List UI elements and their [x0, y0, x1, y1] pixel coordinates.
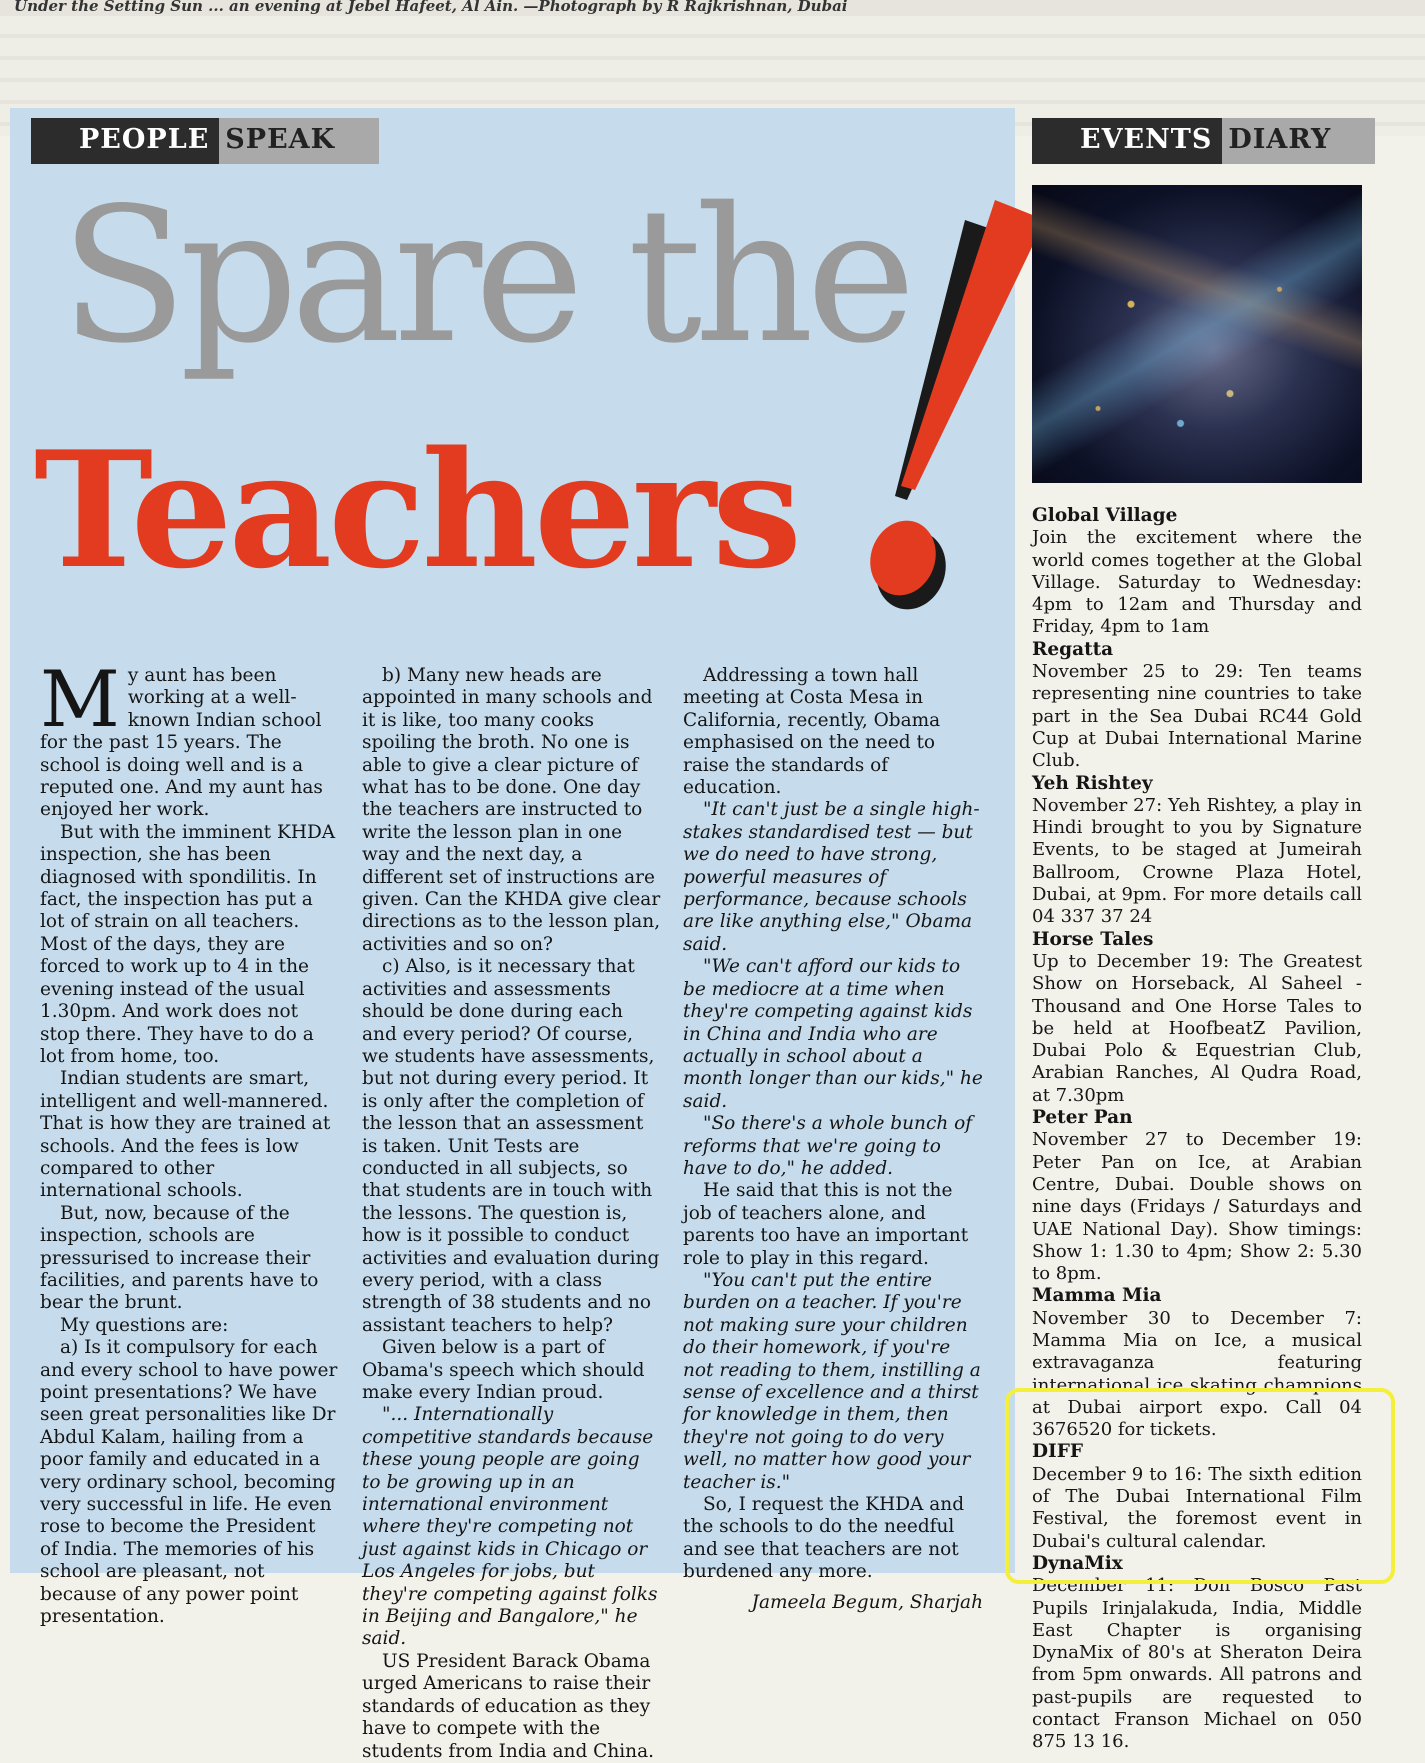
letter-column-1	[40, 655, 338, 1628]
letter-signature: Jameela Begum, Sharjah	[751, 1591, 983, 1613]
event-text: December 9 to 16: The sixth edition of The Dubai International Film Festival, the foremost event in Dubai's cultural calendar.	[1032, 1463, 1362, 1552]
event-title: Mamma Mia	[1032, 1285, 1162, 1307]
event-title: Global Village	[1032, 505, 1178, 526]
photo-lights	[1032, 185, 1362, 483]
letter-paragraph: He said that this is not the job of teachers alone, and parents too have an important role to play in this regard.	[683, 1180, 969, 1269]
letter-column-3	[683, 665, 983, 1614]
headline-line2: Teachers	[34, 416, 799, 604]
letter-paragraph: c) Also, is it necessary that activities and assessments should be done during each and every period? Of course, we students have assessments, but not during every period. It is only after the completion of the lesson that an assessment is taken. Unit Tests are conducted in all subjects, so that students are in touch with the lessons. The question is, how is it possible to conduct activities and evaluation during every period, with a class strength of 38 students and no assistant teachers to help?	[362, 956, 660, 1336]
letter-paragraph: Indian students are smart, intelligent and well-mannered. That is how they are trained at schools. And the fees is low compared to other international schools.	[40, 1068, 331, 1202]
headline-line1: Spare the	[60, 167, 909, 384]
event-title: Horse Tales	[1032, 928, 1154, 950]
letter-column-2	[362, 665, 662, 1763]
letter-quote: "It can't just be a single high-stakes standardised test — but we do need to have strong, powerful measures of performance, because schools are like anything else," Obama said.	[683, 799, 980, 955]
letter-paragraph: But with the imminent KHDA inspection, she has been diagnosed with spondilitis. In fact, the inspection has put a lot of strain on all teachers. Most of the days, they are forced to work up to 4 in the evening instead of the usual 1.30pm. And work does not stop there. They have to do a lot from home, too.	[40, 821, 336, 1067]
global-village-night-photo	[1032, 185, 1362, 483]
letter-paragraph: a) Is it compulsory for each and every school to have power point presentations? We have seen great personalities like Dr Abdul Kalam, hailing from a poor family and educated in a very ordinary school, becoming very successful in life. He even rose to become the President of India. The memories of his school are pleasant, not because of any power point presentation.	[40, 1337, 338, 1628]
letter-text: y aunt has been working at a well-known Indian school for the past 15 years. The school is doing well and is a reputed one. And my aunt has enjoyed her work.	[40, 665, 323, 821]
letter-quote: "We can't afford our kids to be mediocre at a time when they're competing against kids in China and India who are actually in school about a month longer than our kids," he said.	[683, 956, 983, 1112]
event-text: November 27 to December 19: Peter Pan on Ice, at Arabian Centre, Dubai. Double shows on nine days (Fridays / Saturdays and UAE National Day). Show timings: Show 1: 1.30 to 4pm; Show 2: 5.30 to 8pm.	[1032, 1129, 1362, 1285]
letter-paragraph: Addressing a town hall meeting at Costa Mesa in California, recently, Obama emphasised on the need to raise the standards of education.	[683, 665, 941, 799]
events-diary-label-grey: DIARY	[1222, 118, 1375, 164]
people-speak-label-grey: SPEAK	[219, 118, 379, 164]
exclamation-icon	[845, 200, 1045, 620]
events-diary-header	[1032, 118, 1362, 164]
letter-paragraph	[40, 655, 338, 822]
event-title: DynaMix	[1032, 1552, 1123, 1574]
letter-paragraph: But, now, because of the inspection, schools are pressurised to increase their facilities, and parents have to bear the brunt.	[40, 1202, 319, 1314]
event-text: November 25 to 29: Ten teams representing nine countries to take part in the Sea Dubai RC44 Gold Cup at Dubai International Marine Club.	[1032, 661, 1362, 772]
event-text: Up to December 19: The Greatest Show on Horseback, Al Saheel - Thousand and One Horse Tales to be held at HoofbeatZ Pavilion, Dubai Polo & Equestrian Club, Arabian Ranches, Al Qudra Road, at 7.30pm	[1032, 950, 1362, 1106]
letter-paragraph: So, I request the KHDA and the schools to do the needful and see that teachers are not burdened any more.	[683, 1494, 965, 1583]
letter-quote: "... Internationally competitive standards because these young people are going to be growing up in an international environment where they're competing not just against kids in Chicago or Los Angeles for jobs, but they're competing against folks in Beijing and Bangalore," he said.	[362, 1404, 658, 1650]
people-speak-header	[31, 118, 361, 164]
event-text: Join the excitement where the world comes together at the Global Village. Saturday to Wednesday: 4pm to 12am and Thursday and Friday, 4pm to 1am	[1032, 527, 1362, 638]
letter-paragraph: My questions are:	[60, 1314, 229, 1336]
event-text: November 30 to December 7: Mamma Mia on Ice, a musical extravaganza featuring international ice skating champions at Dubai airport expo. Call 04 3676520 for tickets.	[1032, 1307, 1362, 1441]
event-title: Yeh Rishtey	[1032, 772, 1153, 794]
letter-quote: "You can't put the entire burden on a teacher. If you're not making sure your children do their homework, if you're not reading to them, instilling a sense of excellence and a thirst for knowledge in them, then they're not going to do very well, no matter how good your teacher is."	[683, 1269, 981, 1493]
events-diary-label-dark: EVENTS	[1032, 118, 1222, 164]
top-caption-strip	[0, 0, 1425, 16]
event-title: DIFF	[1032, 1441, 1083, 1463]
letter-paragraph: Given below is a part of Obama's speech which should make every Indian proud.	[362, 1337, 645, 1403]
photo-caption: Under the Setting Sun ... an evening at Jebel Hafeet, Al Ain. —Photograph by R Rajkrishnan, Dubai	[14, 0, 848, 15]
drop-cap: M	[40, 655, 120, 745]
people-speak-label-dark: PEOPLE	[31, 118, 219, 164]
letter-quote: "So there's a whole bunch of reforms that we're going to have to do," he added.	[683, 1113, 973, 1179]
highlighter-box	[1005, 1388, 1395, 1584]
letter-paragraph: US President Barack Obama urged Americans to raise their standards of education as they have to compete with the students from India and China.	[362, 1650, 654, 1762]
letter-paragraph: b) Many new heads are appointed in many schools and it is like, too many cooks spoiling the broth. No one is able to give a clear picture of what has to be done. One day the teachers are instructed to write the lesson plan in one way and the next day, a different set of instructions are given. Can the KHDA give clear directions as to the lesson plan, activities and so on?	[362, 665, 661, 955]
event-title: Peter Pan	[1032, 1107, 1133, 1129]
event-title: Regatta	[1032, 638, 1114, 660]
event-text: November 27: Yeh Rishtey, a play in Hindi brought to you by Signature Events, to be staged at Jumeirah Ballroom, Crowne Plaza Hotel, Dubai, at 9pm. For more details call 04 337 37 24	[1032, 794, 1362, 928]
event-text: December 11: Don Bosco Past Pupils Irinjalakuda, India, Middle East Chapter is organising DynaMix of 80's at Sheraton Deira from 5pm onwards. All patrons and past-pupils are requested to contact Franson Michael on 050 875 13 16.	[1032, 1575, 1362, 1753]
